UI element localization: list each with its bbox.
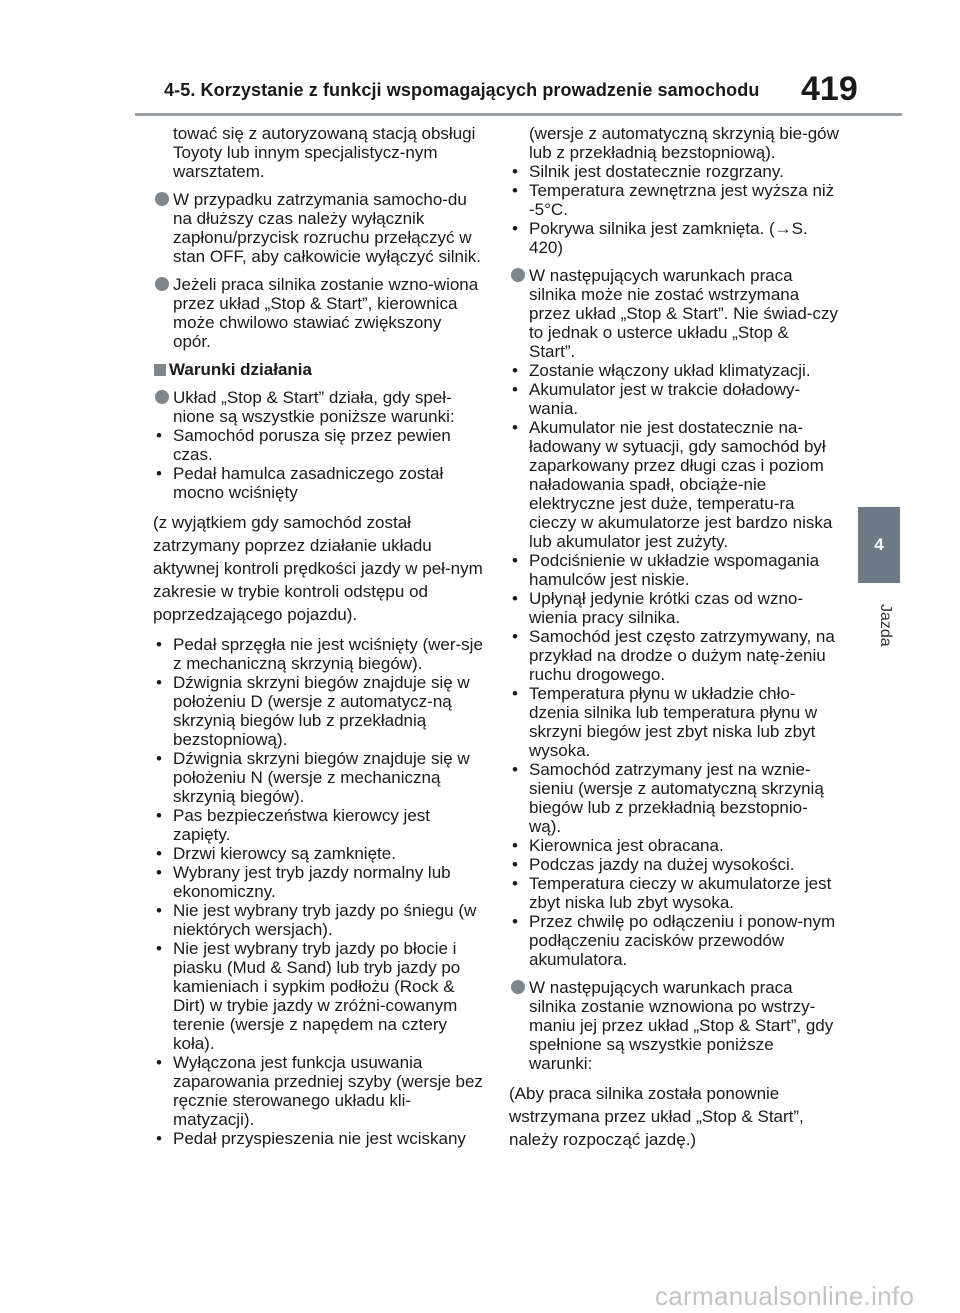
note-text: W przypadku zatrzymania samocho-du na dłuższy czas należy wyłącznik zapłonu/przycisk rozruchu przełączyć w stan OFF, aby całkowicie wyłączyć silnik. — [173, 190, 481, 266]
body-paragraph: (z wyjątkiem gdy samochód został zatrzymany poprzez działanie układu aktywnej kontroli prędkości jazdy w peł-nym zakresie w trybie kontroli odstępu od poprzedzającego pojazdu). — [153, 513, 483, 624]
list-item — [153, 806, 483, 844]
note-text: W następujących warunkach praca silnika może nie zostać wstrzymana przez układ „Stop & Start”. Nie świad-czy to jednak o usterce układu „Stop & Start”. — [529, 266, 838, 361]
list-item-text: Samochód jest często zatrzymywany, na przykład na drodze o dużym natę-żeniu ruchu drogowego. — [529, 627, 835, 684]
dot-bullet-icon: • — [156, 1053, 162, 1072]
section-heading-text: Warunki działania — [169, 360, 312, 379]
list-item — [509, 836, 839, 855]
list-item-text: Podciśnienie w układzie wspomagania hamulców jest niskie. — [529, 551, 820, 589]
square-bullet-icon — [154, 364, 166, 376]
list-item-text: Wyłączona jest funkcja usuwania zaparowania przedniej szyby (wersje bez ręcznie sterowanego układu kli-matyzacji). — [173, 1053, 483, 1129]
watermark-text: carmanualsonline.info — [655, 1281, 915, 1311]
list-item-text: Pokrywa silnika jest zamknięta. (→S. 420) — [529, 219, 808, 257]
chapter-label: Jazda — [877, 603, 894, 647]
dot-bullet-icon: • — [512, 361, 518, 380]
dot-bullet-icon: • — [156, 464, 162, 483]
list-item-text: Dźwignia skrzyni biegów znajduje się w położeniu N (wersje z mechaniczną skrzynią biegów). — [173, 749, 470, 806]
list-item-text: Temperatura cieczy w akumulatorze jest zbyt niska lub zbyt wysoka. — [529, 874, 832, 912]
dot-bullet-icon: • — [156, 844, 162, 863]
circle-bullet-icon — [155, 192, 169, 206]
dot-bullet-icon: • — [512, 874, 518, 893]
note-text: Jeżeli praca silnika zostanie wzno-wiona przez układ „Stop & Start”, kierownica może chwilowo stawiać zwiększony opór. — [173, 275, 479, 351]
dot-bullet-icon: • — [512, 855, 518, 874]
list-item-text: Samochód porusza się przez pewien czas. — [173, 426, 451, 464]
dot-bullet-icon: • — [156, 749, 162, 768]
dot-bullet-icon: • — [512, 836, 518, 855]
dot-bullet-icon: • — [512, 162, 518, 181]
dot-bullet-icon: • — [156, 673, 162, 692]
dot-bullet-icon: • — [156, 939, 162, 958]
list-item-text: Zostanie włączony układ klimatyzacji. — [529, 361, 811, 380]
list-item — [509, 855, 839, 874]
page-number: 419 — [801, 70, 858, 108]
list-item — [509, 181, 839, 219]
list-item-text: Wybrany jest tryb jazdy normalny lub ekonomiczny. — [173, 863, 451, 901]
note-item — [153, 190, 483, 266]
list-item-text: Temperatura zewnętrzna jest wyższa niż -5°C. — [529, 181, 835, 219]
list-item — [153, 749, 483, 806]
list-item — [509, 874, 839, 912]
list-item — [153, 635, 483, 673]
list-item — [153, 464, 483, 502]
list-item-text: Nie jest wybrany tryb jazdy po błocie i piasku (Mud & Sand) lub tryb jazdy po kamieniach i sypkim podłożu (Rock & Dirt) w trybie jazdy w zróżni-cowanym terenie (wersje z napędem na cztery koła). — [173, 939, 461, 1053]
list-item — [153, 863, 483, 901]
list-item — [509, 912, 839, 969]
list-item-text: Drzwi kierowcy są zamknięte. — [173, 844, 396, 863]
circle-bullet-icon — [511, 980, 525, 994]
list-item — [153, 939, 483, 1053]
conditions-list — [153, 635, 483, 1148]
continued-text: tować się z autoryzowaną stacją obsługi Toyoty lub innym specjalistycz-nym warsztatem. — [173, 124, 476, 181]
note-item — [153, 275, 483, 351]
note-item — [153, 388, 483, 426]
list-item — [509, 684, 839, 760]
list-item-text: Akumulator jest w trakcie doładowy-wania. — [529, 380, 801, 418]
circle-bullet-icon — [155, 390, 169, 404]
list-item — [153, 1053, 483, 1129]
list-item-text: Podczas jazdy na dużej wysokości. — [529, 855, 795, 874]
list-item-text: Pedał hamulca zasadniczego został mocno wciśnięty — [173, 464, 444, 502]
conditions-list — [153, 426, 483, 502]
list-item-text: Kierownica jest obracana. — [529, 836, 724, 855]
list-item — [509, 380, 839, 418]
list-item — [153, 1129, 483, 1148]
list-item-text: Pedał przyspieszenia nie jest wciskany — [173, 1129, 466, 1148]
page-header-title: 4-5. Korzystanie z funkcji wspomagających prowadzenie samochodu — [164, 80, 760, 100]
right-column — [509, 124, 839, 1160]
dot-bullet-icon: • — [512, 551, 518, 570]
dot-bullet-icon: • — [512, 760, 518, 779]
left-column — [153, 124, 483, 1157]
list-item-text: Pas bezpieczeństwa kierowcy jest zapięty. — [173, 806, 431, 844]
list-item-text: Temperatura płynu w układzie chło-dzenia silnika lub temperatura płynu w skrzyni biegów jest zbyt niska lub zbyt wysoka. — [529, 684, 818, 760]
list-item-text: Samochód zatrzymany jest na wznie-sieniu (wersje z automatyczną skrzynią biegów lub z przekładnią bezstopnio-wą). — [529, 760, 824, 836]
chapter-number: 4 — [874, 535, 884, 554]
list-item — [509, 760, 839, 836]
list-item — [153, 426, 483, 464]
list-item-text: Przez chwilę po odłączeniu i ponow-nym podłączeniu zacisków przewodów akumulatora. — [529, 912, 836, 969]
list-item — [153, 673, 483, 749]
list-item-text: Dźwignia skrzyni biegów znajduje się w położeniu D (wersje z automatycz-ną skrzynią biegów lub z przekładnią bezstopniową). — [173, 673, 470, 749]
dot-bullet-icon: • — [156, 863, 162, 882]
section-heading — [153, 360, 483, 379]
dot-bullet-icon: • — [156, 426, 162, 445]
header-divider — [135, 113, 902, 116]
continued-text: (wersje z automatyczną skrzynią bie-gów lub z przekładnią bezstopniową). — [529, 124, 839, 162]
dot-bullet-icon: • — [512, 418, 518, 437]
note-text: Układ „Stop & Start” działa, gdy speł-nione są wszystkie poniższe warunki: — [173, 388, 455, 426]
conditions-list — [509, 162, 839, 257]
circle-bullet-icon — [511, 268, 525, 282]
dot-bullet-icon: • — [512, 684, 518, 703]
dot-bullet-icon: • — [156, 901, 162, 920]
list-item — [509, 627, 839, 684]
dot-bullet-icon: • — [156, 635, 162, 654]
list-item — [153, 844, 483, 863]
list-item — [509, 589, 839, 627]
dot-bullet-icon: • — [512, 181, 518, 200]
conditions-list — [509, 361, 839, 969]
dot-bullet-icon: • — [512, 589, 518, 608]
list-item-text: Silnik jest dostatecznie rozgrzany. — [529, 162, 784, 181]
dot-bullet-icon: • — [512, 219, 518, 238]
dot-bullet-icon: • — [156, 1129, 162, 1148]
dot-bullet-icon: • — [512, 380, 518, 399]
dot-bullet-icon: • — [156, 806, 162, 825]
dot-bullet-icon: • — [512, 912, 518, 931]
dot-bullet-icon: • — [512, 627, 518, 646]
note-text: W następujących warunkach praca silnika zostanie wznowiona po wstrzy-maniu jej przez układ „Stop & Start”, gdy spełnione są wszystkie poniższe warunki: — [529, 978, 834, 1073]
chapter-tab[interactable] — [858, 507, 900, 583]
list-item-text: Pedał sprzęgła nie jest wciśnięty (wer-sje z mechaniczną skrzynią biegów). — [173, 635, 483, 673]
list-item — [153, 901, 483, 939]
list-item-text: Akumulator nie jest dostatecznie na-ładowany w sytuacji, gdy samochód był zaparkowany przez długi czas i poziom naładowania spadł, obciąże-nie elektryczne jest duże, temperatu-ra cieczy w akumulatorze jest bardzo niska lub akumulator jest zużyty. — [529, 418, 833, 551]
list-item — [509, 418, 839, 551]
list-item-text: Upłynął jedynie krótki czas od wzno-wienia pracy silnika. — [529, 589, 804, 627]
list-item — [509, 361, 839, 380]
list-item-text: Nie jest wybrany tryb jazdy po śniegu (w niektórych wersjach). — [173, 901, 477, 939]
note-item — [509, 266, 839, 361]
body-paragraph: (Aby praca silnika została ponownie wstrzymana przez układ „Stop & Start”, należy rozpocząć jazdę.) — [509, 1084, 804, 1149]
circle-bullet-icon — [155, 277, 169, 291]
list-item — [509, 551, 839, 589]
list-item — [509, 219, 839, 257]
list-item — [509, 162, 839, 181]
note-item — [509, 978, 839, 1073]
